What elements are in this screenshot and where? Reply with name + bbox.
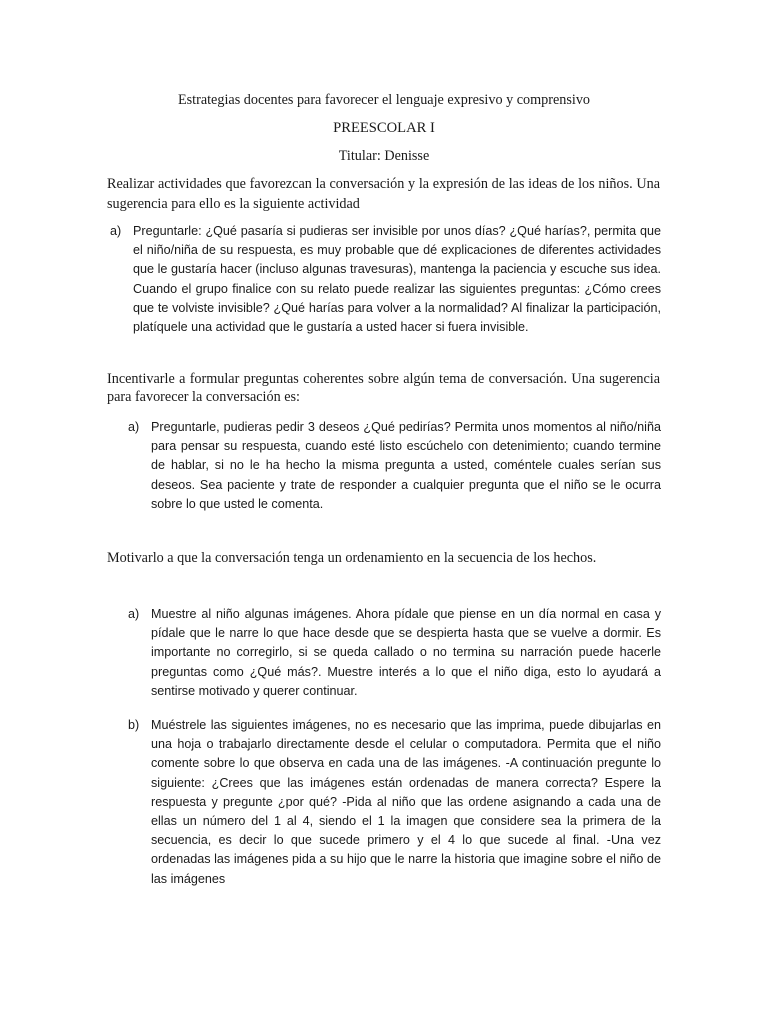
section-3-item-b-marker: b) (128, 718, 140, 732)
section-3-item-b-text: Muéstrele las siguientes imágenes, no es necesario que las imprima, puede dibujarlas en una hoja o trabajarlo directamente desde el celular o computadora. Permita que el niño comente sobre lo que observa en cada una de las imágenes. -A continuación pregunte lo siguiente: ¿Crees que las imágenes están ordenadas de manera correcta? Espere la respuesta y pregunte ¿por qué? -Pida al niño que las ordene asignando a cada una de ellas un número del 1 al 4, siendo el 1 la imagen que considere sea la primera de la secuencia, es decir lo que sucede primero y el 4 lo que sucede al final. -Una vez ordenadas las imágenes pida a su hijo que le narre la historia que imagine sobre el niño de las imágenes (151, 718, 661, 886)
section-2-intro: Incentivarle a formular preguntas coherentes sobre algún tema de conversación. Una sugerencia para favorecer la conversación es: (107, 371, 660, 405)
section-1-item-a-text: Preguntarle: ¿Qué pasaría si pudieras ser invisible por unos días? ¿Qué harías?, permita que el niño/niña de su respuesta, es muy probable que dé explicaciones de diferentes actividades que le gustaría hacer (incluso algunas travesuras), mantenga la paciencia y escuche sus idea. Cuando el grupo finalice con su relato puede realizar las siguientes preguntas: ¿Cómo crees que te volviste invisible? ¿Qué harías para volver a la normalidad? Al finalizar la participación, platíquele una actividad que le gustaría a usted hacer si fuera invisible. (133, 224, 661, 335)
section-3-item-a-text: Muestre al niño algunas imágenes. Ahora pídale que piense en un día normal en casa y pídale que le narre lo que hace desde que se despierta hasta que se vuelve a dormir. Es importante no corregirlo, si se queda callado o no termina su narración puede hacerle preguntas como ¿Qué más?. Muestre interés a lo que el niño diga, esto lo ayudará a sentirse motivado y querer continuar. (151, 607, 661, 698)
section-1-intro: Realizar actividades que favorezcan la conversación y la expresión de las ideas de los niños. Una sugerencia para ello es la siguiente actividad (107, 176, 660, 212)
section-3-intro: Motivarlo a que la conversación tenga un ordenamiento en la secuencia de los hechos. (107, 550, 597, 566)
level-heading: PREESCOLAR I (333, 120, 435, 136)
section-1-item-a-marker: a) (110, 224, 122, 238)
document-title: Estrategias docentes para favorecer el lenguaje expresivo y comprensivo (177, 92, 591, 108)
section-2-item-a-marker: a) (128, 420, 140, 434)
teacher-line: Titular: Denisse (338, 148, 430, 164)
section-3-item-a-marker: a) (128, 607, 140, 621)
section-2-item-a-text: Preguntarle, pudieras pedir 3 deseos ¿Qué pedirías? Permita unos momentos al niño/niña para pensar su respuesta, cuando esté listo escúchelo con detenimiento; cuando termine de hablar, si no le ha hecho la misma pregunta a usted, coméntele cuales serían sus deseos. Sea paciente y trate de responder a cualquier pregunta que el niño se le ocurra sobre lo que usted le comenta. (151, 420, 661, 511)
